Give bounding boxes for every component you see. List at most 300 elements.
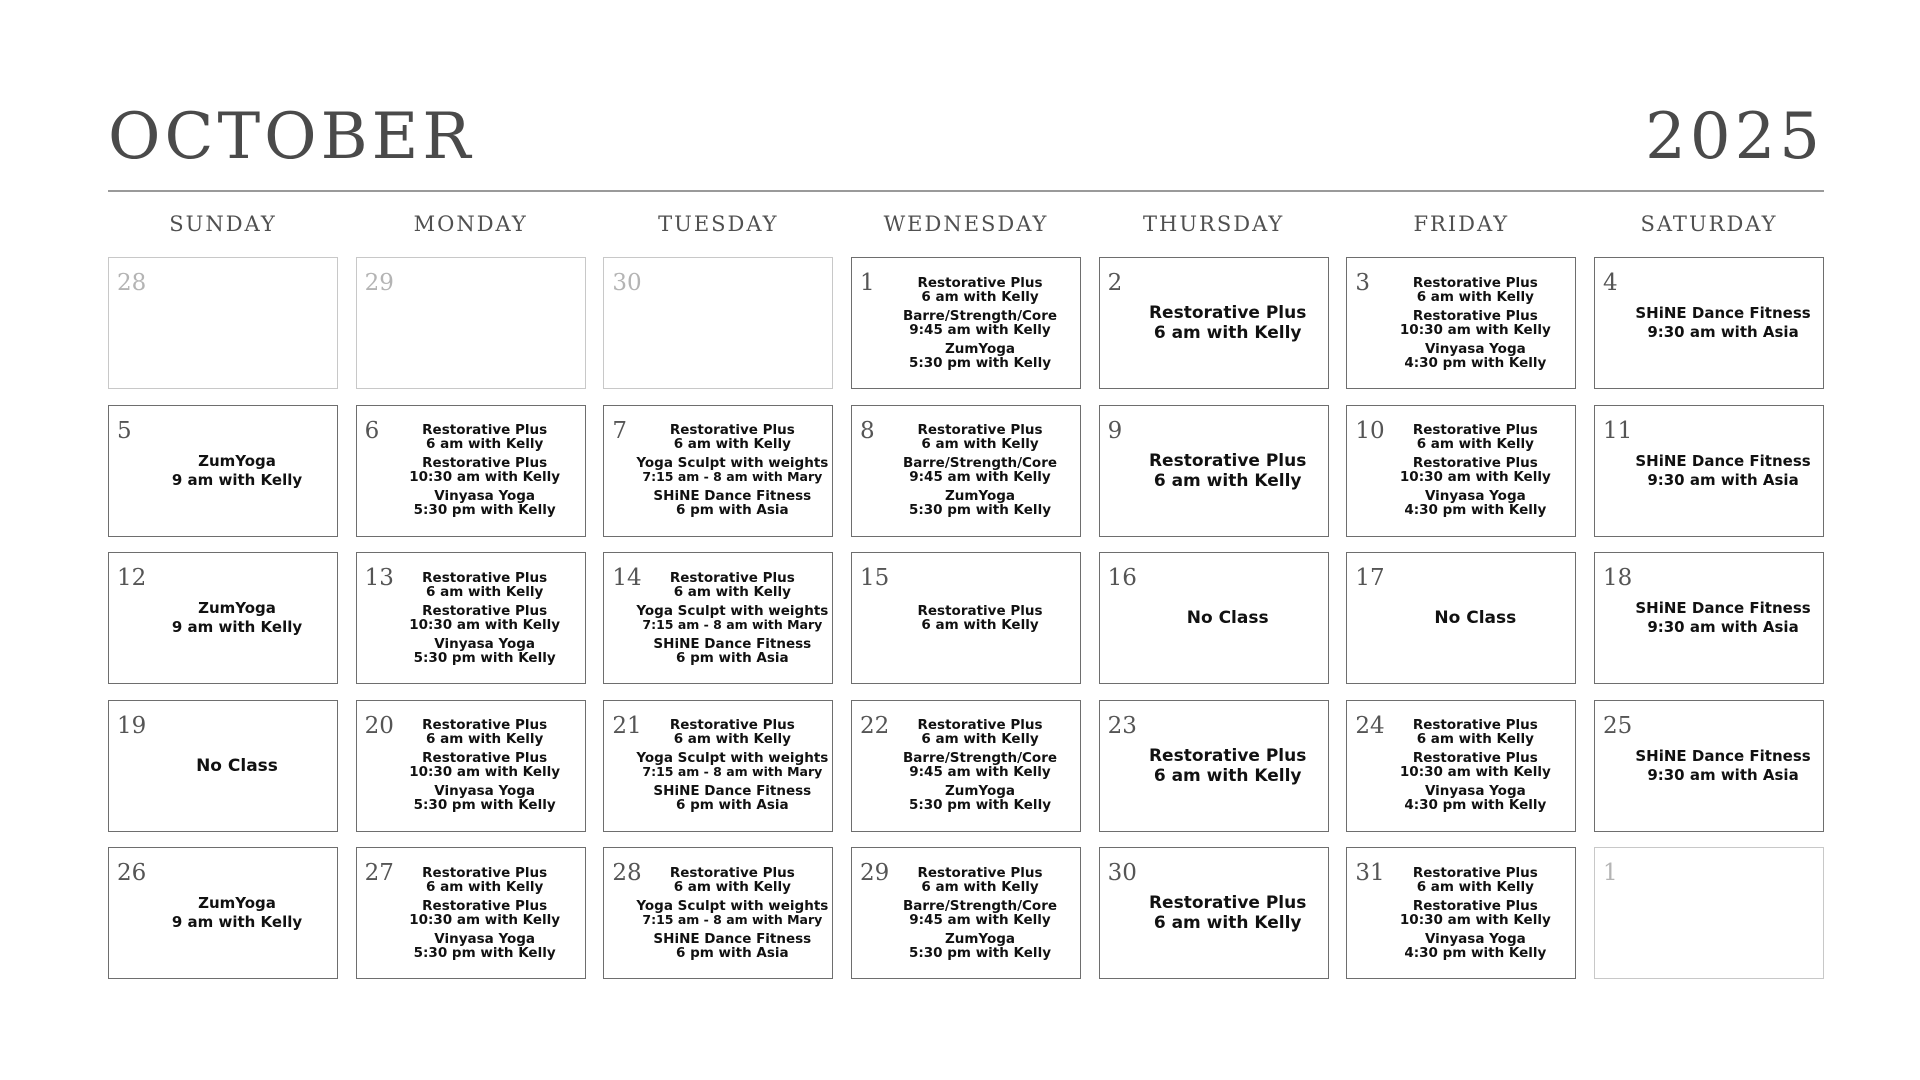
event-list bbox=[1134, 553, 1322, 683]
day-number: 15 bbox=[860, 565, 890, 591]
day-cell[interactable] bbox=[1099, 847, 1329, 979]
class-title: No Class bbox=[1434, 608, 1517, 628]
class-event[interactable] bbox=[409, 456, 560, 484]
class-time: 4:30 pm with Kelly bbox=[1404, 502, 1547, 518]
class-event[interactable] bbox=[653, 784, 811, 812]
class-title: Yoga Sculpt with weights bbox=[636, 750, 829, 766]
class-event[interactable] bbox=[1149, 893, 1306, 933]
class-time: 5:30 pm with Kelly bbox=[413, 944, 556, 961]
class-event[interactable] bbox=[903, 309, 1057, 337]
day-cell[interactable] bbox=[1594, 552, 1824, 684]
day-cell[interactable] bbox=[603, 700, 833, 832]
class-title: Restorative Plus bbox=[422, 569, 548, 586]
event-list bbox=[143, 258, 331, 388]
class-event[interactable] bbox=[918, 276, 1043, 304]
class-time: 6 am with Kelly bbox=[1416, 288, 1534, 305]
class-event[interactable] bbox=[1413, 866, 1538, 894]
class-time: 5:30 pm with Kelly bbox=[908, 502, 1051, 518]
class-event[interactable] bbox=[1635, 599, 1810, 637]
class-event[interactable] bbox=[172, 894, 302, 932]
class-time: 9:45 am with Kelly bbox=[909, 911, 1051, 928]
event-list bbox=[636, 701, 829, 831]
day-number: 13 bbox=[364, 565, 394, 591]
class-time: 10:30 am with Kelly bbox=[409, 469, 561, 485]
event-list bbox=[638, 258, 826, 388]
day-number: 30 bbox=[1107, 860, 1137, 886]
class-time: 4:30 pm with Kelly bbox=[1404, 944, 1547, 961]
class-event[interactable] bbox=[636, 751, 828, 779]
class-title: Vinyasa Yoga bbox=[434, 635, 536, 652]
class-event[interactable] bbox=[414, 932, 556, 960]
event-list bbox=[391, 701, 579, 831]
class-title: Restorative Plus bbox=[1148, 450, 1307, 471]
day-number: 1 bbox=[1603, 860, 1618, 886]
day-number: 2 bbox=[1107, 270, 1123, 296]
event-list bbox=[391, 848, 579, 978]
event-list bbox=[886, 258, 1074, 388]
class-time: 5:30 pm with Kelly bbox=[413, 649, 556, 666]
event-list bbox=[1381, 553, 1569, 683]
class-event[interactable] bbox=[422, 718, 547, 746]
class-time: 9:45 am with Kelly bbox=[909, 321, 1051, 338]
event-list bbox=[1134, 258, 1322, 388]
class-time: 6 am with Kelly bbox=[921, 436, 1039, 452]
day-cell[interactable] bbox=[1346, 552, 1576, 684]
weekday-header-row bbox=[108, 212, 1824, 244]
class-event[interactable] bbox=[653, 489, 811, 517]
class-time: 5:30 pm with Kelly bbox=[413, 502, 556, 518]
day-cell[interactable] bbox=[851, 700, 1081, 832]
class-title: Restorative Plus bbox=[422, 422, 548, 438]
class-event[interactable] bbox=[409, 899, 560, 927]
header-divider bbox=[108, 190, 1824, 192]
class-event[interactable] bbox=[653, 932, 811, 960]
class-title: Vinyasa Yoga bbox=[434, 488, 536, 504]
class-time: 5:30 pm with Kelly bbox=[908, 797, 1051, 813]
event-list bbox=[1381, 701, 1569, 831]
class-title: Restorative Plus bbox=[669, 569, 795, 586]
class-title: Restorative Plus bbox=[1412, 307, 1538, 324]
weekday-thursday: THURSDAY bbox=[1143, 212, 1285, 236]
class-time: 6 am with Kelly bbox=[1153, 765, 1302, 786]
event-list bbox=[391, 258, 579, 388]
class-time: 6 am with Kelly bbox=[673, 731, 791, 747]
class-time: 9:45 am with Kelly bbox=[909, 764, 1051, 780]
class-time: 9:30 am with Asia bbox=[1647, 618, 1799, 636]
day-cell[interactable] bbox=[356, 405, 586, 537]
day-number: 9 bbox=[1107, 417, 1123, 444]
day-number: 3 bbox=[1355, 270, 1370, 296]
class-title: Vinyasa Yoga bbox=[1424, 783, 1526, 799]
day-number: 14 bbox=[612, 565, 642, 591]
class-title: SHiNE Dance Fitness bbox=[1635, 746, 1811, 765]
day-cell[interactable] bbox=[108, 405, 338, 537]
day-number: 26 bbox=[117, 860, 147, 886]
class-event[interactable] bbox=[636, 456, 828, 484]
day-number: 22 bbox=[860, 712, 890, 739]
class-event[interactable] bbox=[909, 784, 1051, 812]
day-number: 16 bbox=[1107, 565, 1137, 591]
class-time: 6 am with Kelly bbox=[1416, 878, 1534, 895]
class-event[interactable] bbox=[918, 718, 1043, 746]
event-list bbox=[1134, 701, 1322, 831]
day-cell[interactable] bbox=[1099, 552, 1329, 684]
day-cell[interactable] bbox=[108, 700, 338, 832]
day-number: 8 bbox=[860, 417, 875, 444]
day-number: 12 bbox=[117, 565, 147, 591]
class-title: Restorative Plus bbox=[1412, 455, 1538, 471]
class-time: 6 am with Kelly bbox=[1416, 731, 1534, 747]
day-cell[interactable] bbox=[1594, 405, 1824, 537]
day-cell[interactable] bbox=[1099, 257, 1329, 389]
class-title: ZumYoga bbox=[944, 340, 1016, 357]
class-event[interactable] bbox=[1635, 452, 1810, 490]
event-list bbox=[1381, 406, 1569, 536]
day-number: 23 bbox=[1107, 712, 1137, 739]
class-event[interactable] bbox=[422, 866, 547, 894]
day-cell[interactable] bbox=[108, 847, 338, 979]
class-title: SHiNE Dance Fitness bbox=[653, 783, 812, 799]
event-list bbox=[1134, 406, 1322, 536]
class-event[interactable] bbox=[422, 423, 547, 451]
day-cell[interactable] bbox=[603, 405, 833, 537]
day-number: 6 bbox=[364, 417, 380, 444]
class-title: Yoga Sculpt with weights bbox=[636, 897, 829, 914]
class-title: Restorative Plus bbox=[1412, 864, 1538, 881]
day-cell[interactable] bbox=[1346, 257, 1576, 389]
class-event[interactable] bbox=[422, 571, 547, 599]
class-time: 6 am with Kelly bbox=[426, 436, 544, 452]
class-event[interactable] bbox=[670, 866, 795, 894]
day-cell[interactable] bbox=[108, 552, 338, 684]
year-title: 2025 bbox=[1645, 100, 1824, 174]
day-cell[interactable] bbox=[851, 257, 1081, 389]
event-list bbox=[1629, 701, 1817, 831]
day-number: 5 bbox=[117, 417, 132, 444]
class-event[interactable] bbox=[670, 571, 795, 599]
weekday-friday: FRIDAY bbox=[1413, 212, 1510, 236]
day-number: 24 bbox=[1355, 712, 1385, 739]
class-time: 6 am with Kelly bbox=[921, 288, 1039, 305]
class-event[interactable] bbox=[636, 604, 828, 632]
class-title: No Class bbox=[1186, 608, 1269, 628]
class-time: 10:30 am with Kelly bbox=[409, 911, 561, 928]
class-title: Restorative Plus bbox=[1412, 717, 1538, 733]
class-event[interactable] bbox=[1149, 746, 1306, 786]
day-cell[interactable] bbox=[1099, 405, 1329, 537]
class-event[interactable] bbox=[1434, 608, 1516, 628]
month-title: OCTOBER bbox=[108, 100, 475, 174]
day-number: 31 bbox=[1355, 860, 1385, 886]
class-time: 7:15 am - 8 am with Mary bbox=[642, 616, 823, 632]
class-event[interactable] bbox=[903, 751, 1057, 779]
class-event[interactable] bbox=[1413, 718, 1538, 746]
class-event[interactable] bbox=[172, 599, 302, 637]
event-list bbox=[143, 701, 331, 831]
day-cell[interactable] bbox=[603, 552, 833, 684]
class-title: Restorative Plus bbox=[422, 750, 548, 766]
day-cell[interactable] bbox=[603, 257, 833, 389]
day-cell[interactable] bbox=[603, 847, 833, 979]
event-list bbox=[886, 406, 1074, 536]
class-time: 6 am with Kelly bbox=[673, 436, 791, 452]
class-event[interactable] bbox=[414, 637, 556, 665]
day-number: 11 bbox=[1603, 417, 1633, 444]
calendar-header bbox=[108, 92, 1824, 192]
class-event[interactable] bbox=[1404, 784, 1546, 812]
event-list bbox=[1629, 258, 1817, 388]
day-cell[interactable] bbox=[356, 847, 586, 979]
class-event[interactable] bbox=[1400, 456, 1551, 484]
class-event[interactable] bbox=[636, 899, 828, 927]
class-title: Restorative Plus bbox=[1148, 893, 1307, 913]
class-time: 6 am with Kelly bbox=[426, 583, 544, 600]
class-time: 7:15 am - 8 am with Mary bbox=[642, 469, 823, 484]
class-event[interactable] bbox=[1413, 423, 1538, 451]
class-time: 10:30 am with Kelly bbox=[1399, 911, 1551, 928]
class-title: ZumYoga bbox=[944, 783, 1016, 799]
day-number: 1 bbox=[860, 270, 875, 296]
class-title: Restorative Plus bbox=[917, 422, 1043, 438]
class-time: 9 am with Kelly bbox=[171, 618, 303, 636]
class-event[interactable] bbox=[1400, 309, 1551, 337]
class-time: 5:30 pm with Kelly bbox=[413, 797, 556, 813]
day-cell[interactable] bbox=[1346, 700, 1576, 832]
class-time: 6 am with Kelly bbox=[673, 878, 791, 895]
class-event[interactable] bbox=[909, 342, 1051, 370]
event-list bbox=[143, 406, 331, 536]
day-cell[interactable] bbox=[851, 847, 1081, 979]
class-title: ZumYoga bbox=[198, 894, 276, 912]
weekday-saturday: SATURDAY bbox=[1640, 212, 1778, 236]
class-time: 9:45 am with Kelly bbox=[909, 469, 1051, 485]
event-list bbox=[1381, 258, 1569, 388]
class-time: 6 am with Kelly bbox=[921, 616, 1039, 633]
class-title: Restorative Plus bbox=[422, 864, 548, 881]
class-title: Vinyasa Yoga bbox=[1424, 340, 1526, 357]
day-number: 7 bbox=[612, 417, 627, 444]
class-title: SHiNE Dance Fitness bbox=[1635, 599, 1811, 617]
class-event[interactable] bbox=[1404, 342, 1546, 370]
day-cell[interactable] bbox=[356, 552, 586, 684]
class-event[interactable] bbox=[414, 784, 556, 812]
class-title: Restorative Plus bbox=[1412, 274, 1538, 291]
class-title: Restorative Plus bbox=[917, 864, 1043, 881]
class-title: Restorative Plus bbox=[669, 717, 795, 733]
class-time: 6 am with Kelly bbox=[921, 878, 1039, 895]
class-title: Restorative Plus bbox=[1412, 422, 1538, 438]
class-title: SHiNE Dance Fitness bbox=[1635, 304, 1811, 322]
day-number: 28 bbox=[117, 270, 147, 296]
class-title: ZumYoga bbox=[198, 599, 276, 617]
class-time: 5:30 pm with Kelly bbox=[908, 944, 1051, 961]
class-title: Yoga Sculpt with weights bbox=[636, 455, 829, 471]
class-title: Restorative Plus bbox=[917, 717, 1043, 733]
class-event[interactable] bbox=[1400, 751, 1551, 779]
class-time: 9:30 am with Asia bbox=[1647, 323, 1799, 341]
day-cell[interactable] bbox=[356, 700, 586, 832]
class-time: 6 am with Kelly bbox=[1153, 913, 1302, 933]
class-time: 6 am with Kelly bbox=[673, 583, 791, 600]
class-title: ZumYoga bbox=[944, 930, 1016, 947]
class-title: SHiNE Dance Fitness bbox=[653, 930, 812, 947]
class-time: 4:30 pm with Kelly bbox=[1404, 797, 1547, 813]
day-number: 25 bbox=[1603, 712, 1633, 739]
class-title: Restorative Plus bbox=[1148, 745, 1307, 766]
class-title: Barre/Strength/Core bbox=[902, 750, 1058, 766]
class-title: Barre/Strength/Core bbox=[902, 455, 1058, 471]
day-cell[interactable] bbox=[1346, 847, 1576, 979]
class-title: Restorative Plus bbox=[1412, 750, 1538, 766]
class-time: 7:15 am - 8 am with Mary bbox=[642, 764, 823, 779]
class-time: 6 am with Kelly bbox=[1153, 470, 1302, 491]
day-number: 30 bbox=[612, 270, 642, 296]
class-event[interactable] bbox=[1635, 304, 1810, 342]
class-event[interactable] bbox=[1635, 747, 1810, 785]
class-event[interactable] bbox=[1187, 608, 1269, 628]
event-list bbox=[886, 553, 1074, 683]
weekday-tuesday: TUESDAY bbox=[658, 212, 779, 236]
class-event[interactable] bbox=[909, 932, 1051, 960]
calendar-grid bbox=[108, 257, 1824, 979]
class-time: 6 pm with Asia bbox=[676, 649, 789, 666]
event-list bbox=[143, 848, 331, 978]
day-cell[interactable] bbox=[1099, 700, 1329, 832]
class-event[interactable] bbox=[1149, 303, 1306, 343]
weekday-wednesday: WEDNESDAY bbox=[883, 212, 1049, 236]
class-event[interactable] bbox=[903, 456, 1057, 484]
class-time: 4:30 pm with Kelly bbox=[1404, 354, 1547, 371]
event-list bbox=[886, 701, 1074, 831]
class-event[interactable] bbox=[918, 604, 1043, 632]
weekday-sunday: SUNDAY bbox=[169, 212, 277, 236]
day-number: 10 bbox=[1355, 417, 1385, 444]
class-title: Restorative Plus bbox=[422, 455, 548, 471]
class-event[interactable] bbox=[909, 489, 1051, 517]
class-event[interactable] bbox=[653, 637, 811, 665]
class-time: 10:30 am with Kelly bbox=[1399, 469, 1551, 485]
class-event[interactable] bbox=[1413, 276, 1538, 304]
class-title: No Class bbox=[196, 755, 278, 776]
class-event[interactable] bbox=[409, 604, 560, 632]
class-event[interactable] bbox=[918, 866, 1043, 894]
class-title: SHiNE Dance Fitness bbox=[653, 488, 812, 504]
day-cell[interactable] bbox=[851, 405, 1081, 537]
class-title: Restorative Plus bbox=[917, 274, 1043, 291]
event-list bbox=[391, 406, 579, 536]
class-event[interactable] bbox=[409, 751, 560, 779]
day-number: 29 bbox=[860, 860, 890, 886]
class-time: 6 pm with Asia bbox=[676, 797, 789, 813]
day-number: 29 bbox=[364, 270, 394, 296]
class-title: ZumYoga bbox=[944, 488, 1016, 504]
event-list bbox=[636, 848, 829, 978]
class-time: 6 pm with Asia bbox=[676, 944, 789, 961]
class-event[interactable] bbox=[670, 718, 795, 746]
class-time: 9 am with Kelly bbox=[171, 470, 303, 489]
class-title: Restorative Plus bbox=[1148, 303, 1307, 323]
day-number: 27 bbox=[364, 860, 394, 886]
class-title: Barre/Strength/Core bbox=[902, 897, 1058, 914]
class-title: ZumYoga bbox=[198, 451, 276, 470]
day-number: 17 bbox=[1355, 565, 1385, 591]
day-number: 21 bbox=[612, 712, 642, 739]
event-list bbox=[391, 553, 579, 683]
class-time: 9 am with Kelly bbox=[171, 913, 303, 931]
day-cell[interactable] bbox=[1594, 700, 1824, 832]
class-time: 7:15 am - 8 am with Mary bbox=[642, 911, 823, 927]
event-list bbox=[1381, 848, 1569, 978]
class-event[interactable] bbox=[1404, 932, 1546, 960]
class-time: 9:30 am with Asia bbox=[1647, 470, 1799, 489]
class-title: Vinyasa Yoga bbox=[434, 930, 536, 947]
class-event[interactable] bbox=[1400, 899, 1551, 927]
class-time: 10:30 am with Kelly bbox=[409, 764, 561, 780]
class-title: Restorative Plus bbox=[422, 897, 548, 914]
event-list bbox=[886, 848, 1074, 978]
class-event[interactable] bbox=[414, 489, 556, 517]
event-list bbox=[636, 406, 829, 536]
class-time: 10:30 am with Kelly bbox=[1399, 764, 1551, 780]
class-time: 6 am with Kelly bbox=[426, 731, 544, 747]
class-title: Restorative Plus bbox=[422, 602, 548, 619]
event-list bbox=[1629, 406, 1817, 536]
event-list bbox=[636, 553, 829, 683]
class-event[interactable] bbox=[903, 899, 1057, 927]
class-title: Restorative Plus bbox=[917, 602, 1043, 619]
class-title: Vinyasa Yoga bbox=[1424, 930, 1526, 947]
day-cell[interactable] bbox=[356, 257, 586, 389]
class-title: SHiNE Dance Fitness bbox=[1635, 451, 1811, 470]
class-title: Restorative Plus bbox=[669, 422, 795, 438]
day-number: 20 bbox=[364, 712, 394, 739]
class-time: 10:30 am with Kelly bbox=[1399, 321, 1551, 338]
event-list bbox=[143, 553, 331, 683]
class-time: 6 am with Kelly bbox=[426, 878, 544, 895]
day-number: 18 bbox=[1603, 565, 1633, 591]
day-number: 19 bbox=[117, 712, 147, 739]
class-time: 5:30 pm with Kelly bbox=[908, 354, 1051, 371]
day-cell[interactable] bbox=[1594, 847, 1824, 979]
class-title: SHiNE Dance Fitness bbox=[653, 635, 812, 652]
event-list bbox=[1629, 848, 1817, 978]
event-list bbox=[1629, 553, 1817, 683]
class-title: Restorative Plus bbox=[1412, 897, 1538, 914]
class-title: Vinyasa Yoga bbox=[434, 783, 536, 799]
class-event[interactable] bbox=[918, 423, 1043, 451]
class-time: 6 am with Kelly bbox=[1416, 436, 1534, 452]
day-cell[interactable] bbox=[851, 552, 1081, 684]
class-event[interactable] bbox=[1404, 489, 1546, 517]
class-time: 6 am with Kelly bbox=[921, 731, 1039, 747]
event-list bbox=[1134, 848, 1322, 978]
class-time: 6 am with Kelly bbox=[1153, 323, 1302, 343]
day-cell[interactable] bbox=[1594, 257, 1824, 389]
day-number: 4 bbox=[1603, 270, 1618, 296]
class-time: 6 pm with Asia bbox=[676, 502, 789, 518]
day-number: 28 bbox=[612, 860, 642, 886]
class-event[interactable] bbox=[196, 756, 278, 776]
class-title: Restorative Plus bbox=[422, 717, 548, 733]
class-event[interactable] bbox=[172, 452, 302, 490]
class-title: Vinyasa Yoga bbox=[1424, 488, 1526, 504]
class-event[interactable] bbox=[1149, 451, 1306, 491]
class-event[interactable] bbox=[670, 423, 795, 451]
day-cell[interactable] bbox=[108, 257, 338, 389]
class-time: 10:30 am with Kelly bbox=[409, 616, 561, 633]
class-title: Yoga Sculpt with weights bbox=[636, 602, 829, 619]
day-cell[interactable] bbox=[1346, 405, 1576, 537]
